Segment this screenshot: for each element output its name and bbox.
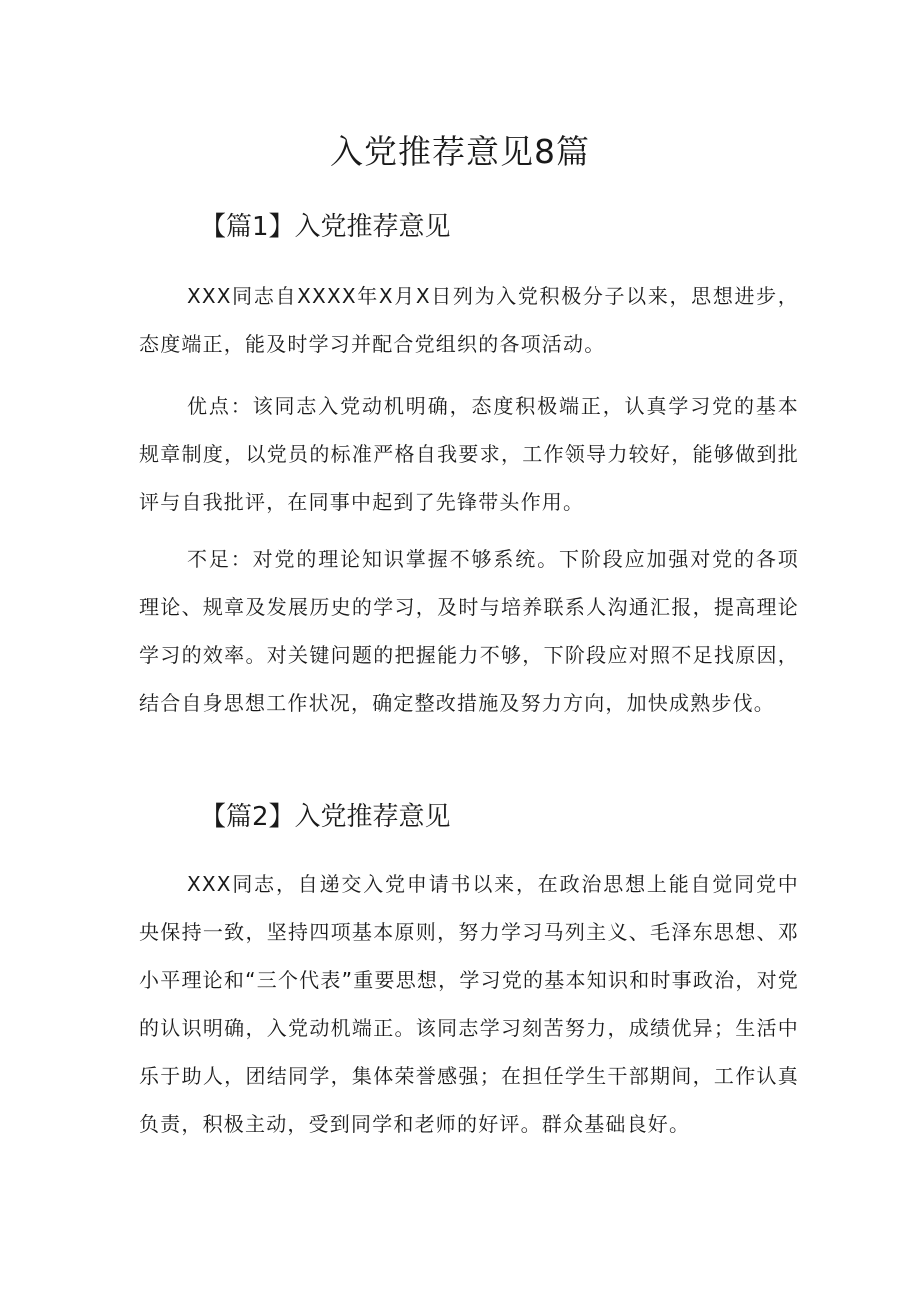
section-1-paragraph-2: 优点：该同志入党动机明确，态度积极端正，认真学习党的基本规章制度，以党员的标准严格自我要求，工作领导力较好，能够做到批评与自我批评，在同事中起到了先锋带头作用。 bbox=[139, 394, 799, 514]
section-2-paragraph-1: XXX同志，自递交入党申请书以来，在政治思想上能自觉同党中央保持一致，坚持四项基本原则，努力学习马列主义、毛泽东思想、邓小平理论和“三个代表”重要思想，学习党的基本知识和时事政治，对党的认识明确，入党动机端正。该同志学习刻苦努力，成绩优异；生活中乐于助人，团结同学，集体荣誉感强；在担任学生干部期间，工作认真负责，积极主动，受到同学和老师的好评。群众基础良好。 bbox=[139, 872, 799, 1136]
section-heading-2: 【篇2】入党推荐意见 bbox=[200, 802, 451, 832]
section-1-paragraph-3: 不足：对党的理论知识掌握不够系统。下阶段应加强对党的各项理论、规章及发展历史的学习，及时与培养联系人沟通汇报，提高理论学习的效率。对关键问题的把握能力不够，下阶段应对照不足找原因，结合自身思想工作状况，确定整改措施及努力方向，加快成熟步伐。 bbox=[139, 547, 799, 715]
section-heading-1: 【篇1】入党推荐意见 bbox=[200, 212, 451, 242]
document-title: 入党推荐意见8篇 bbox=[330, 132, 590, 171]
section-1-paragraph-1: XXX同志自XXXX年X月X日列为入党积极分子以来，思想进步，态度端正，能及时学习并配合党组织的各项活动。 bbox=[139, 284, 799, 356]
